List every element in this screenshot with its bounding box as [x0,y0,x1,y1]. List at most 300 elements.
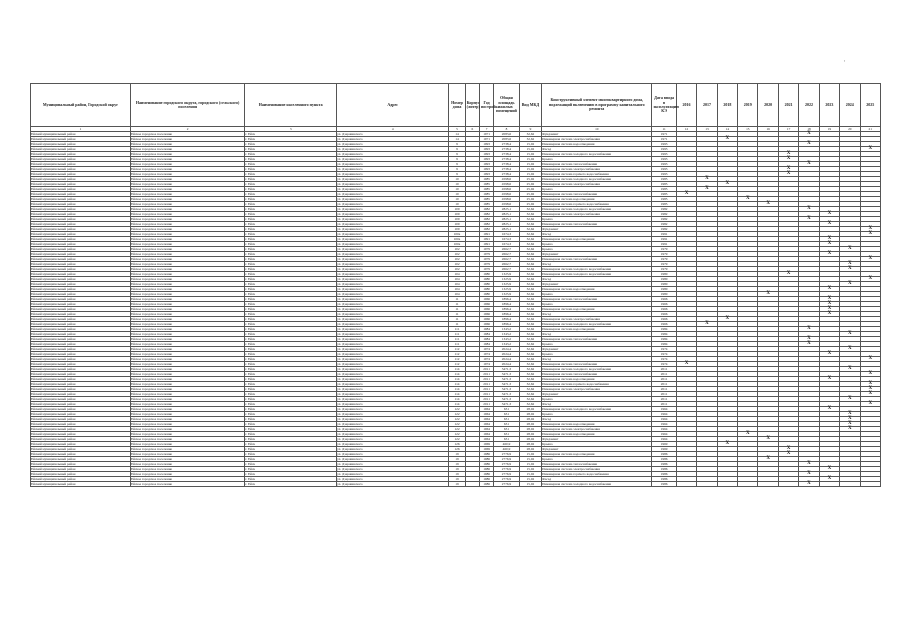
table-cell: г. Ейск [245,342,337,347]
table-cell: 1974 [479,362,493,367]
column-number: 6 [465,127,479,132]
table-cell: 28,02 [519,447,541,452]
column-header: 2016 [676,84,696,127]
table-cell: г. Ейск [245,307,337,312]
year-mark-cell [840,482,860,487]
table-cell: 2738,4 [494,157,520,162]
table-cell: 114 [449,367,465,372]
column-header: Муниципальный район, Городской округ [31,84,131,127]
table-cell: 15,02 [519,472,541,477]
table-cell: ул. Дзержинского [337,207,449,212]
table-cell: 1982 [652,227,676,232]
table-cell: г. Ейск [245,192,337,197]
table-cell: г. Ейск [245,272,337,277]
year-mark-cell: X [819,467,839,472]
table-cell: ул. Дзержинского [337,267,449,272]
table-cell: 1991 [652,237,676,242]
table-cell: 28,02 [519,432,541,437]
year-mark-cell: X [676,362,696,367]
table-cell: 104 [449,277,465,282]
table-cell: 1993 [652,167,676,172]
table-cell: ул. Дзержинского [337,257,449,262]
table-cell: 2825,1 [494,217,520,222]
year-mark-cell: X [778,447,798,452]
table-cell: 1966 [479,302,493,307]
table-cell: 1325,9 [494,282,520,287]
table-cell: Ейский муниципальный район [31,282,131,287]
table-cell: 1993 [479,167,493,172]
table-cell: 1993 [652,172,676,177]
table-cell: Ейское городское поселение [131,322,245,327]
table-cell: 1993 [479,162,493,167]
table-cell: 1980 [479,277,493,282]
year-mark-cell: X [840,427,860,432]
year-mark-cell: X [840,262,860,267]
table-cell: Фасад [542,147,652,152]
table-cell: 1674,3 [494,237,520,242]
table-cell: г. Ейск [245,177,337,182]
table-cell: Ейский муниципальный район [31,142,131,147]
year-mark-cell: X [860,372,881,377]
table-cell: г. Ейск [245,182,337,187]
table-cell: 122 [449,437,465,442]
table-cell: ул. Дзержинского [337,202,449,207]
table-cell: г. Ейск [245,407,337,412]
table-cell: 122 [449,417,465,422]
table-cell: г. Ейск [245,362,337,367]
table-cell: 2011 [479,387,493,392]
table-cell: 15,02 [519,162,541,167]
table-cell: Фасад [542,402,652,407]
table-cell: 1980 [652,282,676,287]
table-cell: 1979 [479,267,493,272]
table-cell: ул. Дзержинского [337,222,449,227]
table-cell: 2011 [652,382,676,387]
table-cell: 15,02 [519,452,541,457]
table-cell: ул. Дзержинского [337,242,449,247]
table-cell: 1343,2 [494,327,520,332]
table-cell: 1966 [479,297,493,302]
table-cell: 2011 [479,372,493,377]
table-cell: 102 [449,267,465,272]
table-cell: г. Ейск [245,347,337,352]
table-cell: г. Ейск [245,387,337,392]
table-cell: Крыша [542,442,652,447]
table-cell: Ейский муниципальный район [31,292,131,297]
table-cell: 1982 [652,207,676,212]
table-cell: 1974 [652,352,676,357]
column-number: 11 [652,127,676,132]
table-cell: 1343,2 [494,337,520,342]
table-cell: 9 [449,172,465,177]
table-cell: 11 [449,307,465,312]
table-cell: 3471,3 [494,367,520,372]
table-cell: 102 [449,257,465,262]
table-cell: Ейский муниципальный район [31,307,131,312]
table-cell: Ейское городское поселение [131,182,245,187]
table-cell: г. Ейск [245,167,337,172]
year-mark-cell: X [840,422,860,427]
table-cell: Ейский муниципальный район [31,187,131,192]
table-cell: 1985 [479,192,493,197]
column-header: Адрес [337,84,449,127]
table-cell: 28,02 [519,427,541,432]
table-cell: 28,02 [519,437,541,442]
table-cell: 1980 [652,287,676,292]
table-cell: 1984 [652,342,676,347]
table-cell: 10 [449,182,465,187]
table-cell: 1325,9 [494,277,520,282]
table-cell: 102 [449,252,465,257]
table-cell: 28,02 [519,407,541,412]
column-number: 19 [819,127,839,132]
table-cell: 32,62 [519,347,541,352]
table-cell: 1674,3 [494,232,520,237]
table-cell: Ейское городское поселение [131,222,245,227]
table-cell: 2738,4 [494,172,520,177]
table-cell: 3471,3 [494,377,520,382]
year-mark-cell: X [758,457,778,462]
table-cell: 1896,4 [494,307,520,312]
table-cell: 122 [449,427,465,432]
table-cell: 1982 [479,217,493,222]
year-mark-cell: X [799,207,819,212]
table-cell: Инженерная система водоотведения [542,377,652,382]
table-cell: Ейское городское поселение [131,412,245,417]
table-cell: 1993 [652,162,676,167]
table-cell: Ейский муниципальный район [31,217,131,222]
table-cell: Крыша [542,242,652,247]
table-cell: 100 [449,222,465,227]
table-cell: Инженерная система водоотведения [542,327,652,332]
table-cell: Ейский муниципальный район [31,147,131,152]
table-cell: Ейский муниципальный район [31,462,131,467]
year-mark-cell: X [799,162,819,167]
table-cell: г. Ейск [245,447,337,452]
table-cell: г. Ейск [245,212,337,217]
table-cell: 1979 [479,252,493,257]
table-cell: 1966 [479,317,493,322]
table-cell: Ейский муниципальный район [31,302,131,307]
table-cell: 32,62 [519,282,541,287]
table-cell: ул. Дзержинского [337,447,449,452]
table-cell: Ейское городское поселение [131,342,245,347]
table-cell: 32,62 [519,292,541,297]
year-mark-cell: X [799,327,819,332]
table-cell: Ейское городское поселение [131,282,245,287]
table-cell: 1966 [652,297,676,302]
table-cell: ул. Дзержинского [337,467,449,472]
table-cell: Фундамент [542,282,652,287]
table-cell: 100а [449,242,465,247]
table-cell: 1966 [652,302,676,307]
table-cell: 32,62 [519,402,541,407]
table-cell: ул. Дзержинского [337,232,449,237]
table-cell: 1974 [479,352,493,357]
table-cell: Фасад [542,277,652,282]
table-cell: г. Ейск [245,247,337,252]
table-cell: 19 [449,457,465,462]
table-cell: 104 [449,282,465,287]
table-cell: ул. Дзержинского [337,147,449,152]
table-cell: 2825,1 [494,227,520,232]
table-cell: 1986 [479,467,493,472]
table-cell: Ейский муниципальный район [31,457,131,462]
table-cell: 1964 [479,437,493,442]
table-cell: 2011 [652,372,676,377]
table-cell: 1980 [652,292,676,297]
year-mark-cell [676,482,696,487]
table-cell: 1964 [479,412,493,417]
table-cell: 631 [494,422,520,427]
table-cell: ул. Дзержинского [337,252,449,257]
table-cell: Ейское городское поселение [131,267,245,272]
table-cell: 2662,7 [494,247,520,252]
table-cell: 1985 [652,197,676,202]
table-cell: ул. Дзержинского [337,367,449,372]
year-mark-cell: X [676,192,696,197]
table-cell: Инженерная система электроснабжения [542,427,652,432]
year-mark-cell: X [799,472,819,477]
table-cell: 15,02 [519,477,541,482]
table-cell: 1966 [652,307,676,312]
table-cell: г. Ейск [245,237,337,242]
table-cell: 32,62 [519,212,541,217]
table-cell: ул. Дзержинского [337,437,449,442]
table-cell: 1993 [479,152,493,157]
table-cell: 32,62 [519,397,541,402]
year-mark-cell: X [860,147,881,152]
table-cell: 1982 [479,227,493,232]
table-cell: 1985 [479,177,493,182]
table-cell: Инженерная система водоотведения [542,452,652,457]
year-mark-cell: X [860,392,881,397]
table-cell: 2738,4 [494,167,520,172]
table-cell: Ейское городское поселение [131,277,245,282]
table-cell: Ейский муниципальный район [31,372,131,377]
table-cell: 2011 [479,377,493,382]
table-cell: 2011 [479,367,493,372]
table-cell: ул. Дзержинского [337,167,449,172]
table-cell: г. Ейск [245,482,337,487]
table-cell: 1982 [652,212,676,217]
table-cell: ул. Дзержинского [337,192,449,197]
table-cell: 9 [449,157,465,162]
table-cell: Ейское городское поселение [131,377,245,382]
table-cell: ул. Дзержинского [337,402,449,407]
table-cell: Инженерная система холодного водоснабжения [542,272,652,277]
table-cell: ул. Дзержинского [337,317,449,322]
table-cell: Ейское городское поселение [131,287,245,292]
table-cell: 19 [449,467,465,472]
table-cell: г. Ейск [245,222,337,227]
table-cell: 1986 [652,482,676,487]
table-cell: 1964 [652,407,676,412]
table-cell: 1325,9 [494,287,520,292]
table-cell: ул. Дзержинского [337,287,449,292]
table-cell: Ейский муниципальный район [31,402,131,407]
table-cell: Ейский муниципальный район [31,412,131,417]
table-cell: 1984 [479,327,493,332]
table-cell: Ейское городское поселение [131,472,245,477]
table-cell: 32,62 [519,372,541,377]
table-cell: Инженерная система теплоснабжения [542,462,652,467]
table-cell: Ейский муниципальный район [31,262,131,267]
year-mark-cell: X [819,352,839,357]
year-mark-cell: X [738,432,758,437]
table-cell: 112 [449,357,465,362]
table-cell: ул. Дзержинского [337,212,449,217]
column-number: 21 [860,127,881,132]
table-cell: 114 [449,372,465,377]
table-cell: 122 [449,407,465,412]
table-cell: ул. Дзержинского [337,162,449,167]
table-cell: 28,02 [519,412,541,417]
table-cell: 25,92 [519,202,541,207]
table-cell: г. Ейск [245,302,337,307]
table-cell: 2825,1 [494,212,520,217]
table-cell: Ейское городское поселение [131,237,245,242]
table-cell: 1980 [479,287,493,292]
table-cell: ул. Дзержинского [337,307,449,312]
table-cell: 3471,3 [494,397,520,402]
table-cell: Ейское городское поселение [131,452,245,457]
table-cell: Ейский муниципальный район [31,367,131,372]
column-number: 4 [337,127,449,132]
year-mark-cell: X [819,252,839,257]
year-mark-cell [738,482,758,487]
table-cell: 1966 [479,312,493,317]
table-cell: ул. Дзержинского [337,442,449,447]
table-cell: Ейское городское поселение [131,387,245,392]
table-cell: 631 [494,407,520,412]
table-cell: 3471,3 [494,392,520,397]
table-cell: 32,62 [519,217,541,222]
table-cell: 2024,4 [494,357,520,362]
table-cell: г. Ейск [245,332,337,337]
table-cell: 1993 [652,157,676,162]
table-cell: 1985 [479,202,493,207]
table-cell: 1964 [652,412,676,417]
table-cell: Ейское городское поселение [131,252,245,257]
table-cell: Ейский муниципальный район [31,152,131,157]
table-cell: Инженерная система теплоснабжения [542,372,652,377]
table-cell: Ейское городское поселение [131,427,245,432]
table-cell: ул. Дзержинского [337,372,449,377]
table-cell: Ейский муниципальный район [31,257,131,262]
table-cell: 15,02 [519,157,541,162]
table-cell: 1984 [652,327,676,332]
table-cell: 32,62 [519,342,541,347]
table-cell: Ейское городское поселение [131,372,245,377]
table-cell: Крыша [542,187,652,192]
table-cell: г. Ейск [245,172,337,177]
table-cell: Ейское городское поселение [131,292,245,297]
table-cell: 2776,9 [494,457,520,462]
table-cell: 1969 [479,442,493,447]
table-cell: 1969 [652,447,676,452]
table-cell: 2011 [652,397,676,402]
table-cell: 2011 [652,367,676,372]
table-cell: г. Ейск [245,327,337,332]
year-mark-cell: X [840,332,860,337]
table-cell: 9 [449,152,465,157]
table-cell: Инженерная система холодного водоснабжения [542,407,652,412]
table-cell: Ейское городское поселение [131,157,245,162]
table-cell: ул. Дзержинского [337,357,449,362]
table-cell: 2825,1 [494,207,520,212]
column-number: 15 [738,127,758,132]
table-cell: ул. Дзержинского [337,392,449,397]
table-cell: Фундамент [542,252,652,257]
table-cell: Фундамент [542,392,652,397]
year-mark-cell: X [758,202,778,207]
table-cell: 1964 [479,407,493,412]
table-cell: Ейское городское поселение [131,272,245,277]
table-cell: г. Ейск [245,257,337,262]
year-mark-cell: X [717,442,737,447]
table-cell: 111 [449,332,465,337]
table-cell: Ейский муниципальный район [31,337,131,342]
table-cell: Инженерная система холодного водоснабжения [542,267,652,272]
table-cell: Инженерная система теплоснабжения [542,362,652,367]
year-mark-cell: X [860,387,881,392]
table-cell: ул. Дзержинского [337,237,449,242]
table-cell: 1986 [479,452,493,457]
table-cell: 1993 [479,147,493,152]
table-row [31,482,881,487]
table-cell: Ейское городское поселение [131,192,245,197]
column-number: 17 [778,127,798,132]
table-cell: 32,62 [519,132,541,137]
table-cell: Инженерная система электроснабжения [542,167,652,172]
table-cell: г. Ейск [245,157,337,162]
table-cell: Инженерная система электроснабжения [542,317,652,322]
table-cell: Ейский муниципальный район [31,227,131,232]
column-header: Конструктивный элемент многоквартирного дома, подлежащий включению в программу капитального ремонта [542,84,652,127]
year-mark-cell: X [778,172,798,177]
table-cell: 32,62 [519,352,541,357]
table-cell: 9 [449,147,465,152]
table-cell: г. Ейск [245,382,337,387]
table-cell: 32,62 [519,387,541,392]
table-cell: 2738,4 [494,152,520,157]
table-cell: Инженерная система холодного водоснабжения [542,177,652,182]
table-cell: Фасад [542,477,652,482]
column-header: Год постройки [479,84,493,127]
table-cell: г. Ейск [245,427,337,432]
table-cell: Ейский муниципальный район [31,252,131,257]
year-mark-cell: X [840,397,860,402]
table-cell: 1985 [479,187,493,192]
table-cell: Крыша [542,352,652,357]
table-cell: 100а [449,237,465,242]
table-cell: 19 [449,472,465,477]
column-header: 2021 [778,84,798,127]
table-cell: г. Ейск [245,392,337,397]
table-cell: 15,02 [519,147,541,152]
table-cell: 1969 [479,447,493,452]
table-cell: Ейский муниципальный район [31,242,131,247]
column-header: 2025 [860,84,881,127]
table-cell: ул. Дзержинского [337,472,449,477]
table-cell: Ейское городское поселение [131,302,245,307]
table-cell: 32,62 [519,267,541,272]
table-cell: г. Ейск [245,202,337,207]
table-cell: 1982 [479,212,493,217]
table-cell: г. Ейск [245,477,337,482]
table-cell: 28,02 [519,422,541,427]
